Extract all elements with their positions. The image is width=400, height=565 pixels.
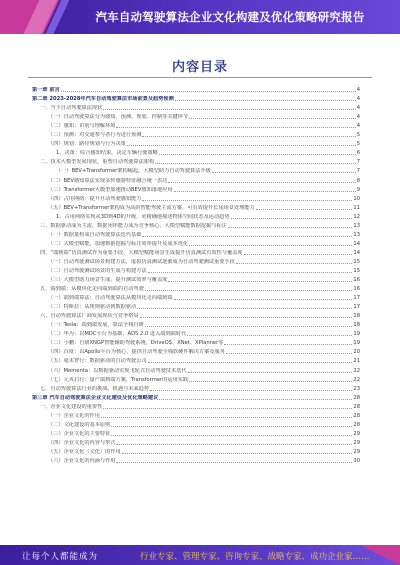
toc-entry-page: 17 bbox=[353, 304, 360, 311]
dot-leader bbox=[212, 172, 356, 173]
dot-leader bbox=[142, 236, 352, 237]
toc-entry-page: 17 bbox=[353, 295, 360, 302]
footer-decoration bbox=[360, 545, 400, 565]
toc-entry[interactable] bbox=[32, 220, 360, 229]
dot-leader bbox=[137, 308, 352, 309]
report-title: 汽车自动驾驶算法企业文化构建及优化策略研究报告 bbox=[95, 10, 365, 24]
toc-entry[interactable] bbox=[32, 310, 360, 319]
dot-leader bbox=[256, 209, 353, 210]
dot-leader bbox=[111, 426, 352, 427]
toc-entry-page: 21 bbox=[353, 358, 360, 365]
toc-entry-page: 28 bbox=[353, 403, 360, 410]
dot-leader bbox=[189, 381, 352, 382]
dot-leader bbox=[116, 462, 352, 463]
dot-leader bbox=[168, 281, 352, 282]
toc-entry-page: 29 bbox=[353, 439, 360, 446]
toc-entry-page: 4 bbox=[356, 87, 360, 94]
toc-entry-text: （二）BEV感知算法实现多传感器特征融合统一表达 bbox=[48, 177, 168, 184]
toc-entry[interactable] bbox=[32, 392, 360, 401]
toc-entry[interactable] bbox=[32, 238, 360, 247]
toc-entry-page: 14 bbox=[353, 249, 360, 256]
toc-entry-text: （一）数据量构成自动驾驶算法迭代基础 bbox=[48, 231, 142, 238]
toc-entry-text: （二）感知：识别与理解环境 bbox=[48, 123, 116, 130]
dot-leader bbox=[127, 145, 356, 146]
toc-entry-text: （三）预测：对交通参与者行为进行预测 bbox=[48, 132, 142, 139]
dot-leader bbox=[188, 372, 353, 373]
toc-entry-text: 一、企业文化建设的重要性 bbox=[40, 403, 103, 410]
toc-entry[interactable] bbox=[32, 193, 360, 202]
dot-leader bbox=[140, 317, 353, 318]
toc-entry-page: 13 bbox=[353, 222, 360, 229]
toc-entry[interactable] bbox=[32, 364, 360, 373]
dot-leader bbox=[159, 399, 352, 400]
toc-entry-text: 第二章 2023-2028年汽车自动驾驶算法市场前景及趋势预测 bbox=[32, 96, 174, 103]
dot-leader bbox=[226, 353, 353, 354]
dot-leader bbox=[142, 136, 355, 137]
dot-leader bbox=[224, 344, 352, 345]
toc-entry-page: 16 bbox=[353, 286, 360, 293]
toc-entry[interactable] bbox=[32, 174, 360, 183]
toc-entry[interactable] bbox=[32, 374, 360, 383]
toc-entry[interactable] bbox=[32, 355, 360, 364]
dot-leader bbox=[175, 100, 356, 101]
toc-entry-text: （四）规划：路径规划与行为决策 bbox=[48, 141, 126, 148]
toc-entry-text: （三）小鹏：自研XNGP智能辅助驾驶系统，DriveOS、XNet、XPlanner等 bbox=[48, 340, 224, 347]
footer-slogan: 让每个人都能成为 bbox=[22, 552, 99, 562]
toc-entry[interactable] bbox=[32, 274, 360, 283]
toc-entry-page: 18 bbox=[353, 313, 360, 320]
toc-entry[interactable] bbox=[32, 102, 360, 111]
toc-entry-text: （四）百度：以Apollo平台为核心，提供自动驾驶全栈软硬件解决方案及服务 bbox=[48, 349, 225, 356]
toc-entry-page: 19 bbox=[353, 331, 360, 338]
toc-entry[interactable] bbox=[32, 165, 360, 174]
toc-entry-text: 四、“端到端”仿真测试作为重要手段，大模型赋能场景生成提升仿真测试有效性与覆盖度 bbox=[40, 249, 243, 256]
toc-entry-page: 10 bbox=[353, 195, 360, 202]
footer-audience: 行业专家、管理专家、咨询专家、战略专家、成功企业家…… bbox=[140, 552, 370, 562]
dot-leader bbox=[145, 290, 353, 291]
toc-entry[interactable] bbox=[32, 129, 360, 138]
toc-entry-text: 三、数据驱动成为主流，数据闭环能力成为竞争核心，大模型赋能数据挖掘与标注 bbox=[40, 222, 227, 229]
toc-entry[interactable] bbox=[32, 292, 360, 301]
toc-entry[interactable] bbox=[32, 84, 360, 93]
toc-entry[interactable] bbox=[32, 111, 360, 120]
dot-leader bbox=[159, 154, 356, 155]
toc-heading: 内容目录 bbox=[171, 60, 228, 75]
dot-leader bbox=[187, 335, 352, 336]
dot-leader bbox=[189, 118, 356, 119]
toc-entry-page: 28 bbox=[353, 421, 360, 428]
dot-leader bbox=[116, 444, 352, 445]
toc-entry-page: 12 bbox=[353, 213, 360, 220]
toc-entry-text: （六）企业文化的内涵与作用 bbox=[48, 457, 116, 464]
toc-entry-page: 28 bbox=[353, 412, 360, 419]
toc-entry[interactable] bbox=[32, 446, 360, 455]
toc-entry-text: （二）自动驾驶测试场景的生成与构建方法 bbox=[48, 267, 147, 274]
toc-entry-text: （一）Tesla：端到端发展，算法全栈自研 bbox=[48, 322, 144, 329]
toc-divider bbox=[28, 77, 372, 78]
dot-leader bbox=[116, 127, 355, 128]
dot-leader bbox=[122, 453, 353, 454]
toc-entry[interactable] bbox=[32, 202, 360, 211]
toc-entry-text: （二）大模型赋能，加速数据挖掘与标注效率提升及成本优化 bbox=[48, 240, 189, 247]
toc-entry-page: 19 bbox=[353, 340, 360, 347]
toc-entry-page: 18 bbox=[353, 322, 360, 329]
toc-entry-page: 14 bbox=[353, 240, 360, 247]
report-header bbox=[0, 0, 400, 34]
toc-entry-page: 22 bbox=[353, 376, 360, 383]
toc-entry-page: 7 bbox=[356, 168, 360, 175]
toc-entry-page: 7 bbox=[356, 159, 360, 166]
toc-entry-page: 28 bbox=[353, 394, 360, 401]
dot-leader bbox=[174, 191, 356, 192]
toc-entry-text: 1、决策：综合感知结果，决定车辆行驶策略 bbox=[56, 150, 158, 157]
dot-leader bbox=[111, 435, 352, 436]
toc-entry-page: 29 bbox=[353, 448, 360, 455]
toc-entry-text: （七）元戎启行：量产端到端方案，Transformer的运用实践 bbox=[48, 376, 189, 383]
toc-entry-text: 七、自动驾驶算法行业的挑战、机遇与未来趋势 bbox=[40, 385, 149, 392]
toc-entry-page: 20 bbox=[353, 349, 360, 356]
toc-entry-page: 15 bbox=[353, 258, 360, 265]
toc-entry-text: （二）华为：以MDC平台为基础，ADS 2.0 进入端到端时代 bbox=[48, 331, 187, 338]
dot-leader bbox=[61, 91, 356, 92]
toc-entry[interactable] bbox=[32, 93, 360, 102]
toc-entry-text: （五）BEV+Transformer架构成为高阶智能驾驶主流方案，可有效提升长尾场景处理能力 bbox=[48, 204, 255, 211]
toc-entry[interactable] bbox=[32, 283, 360, 292]
toc-entry[interactable] bbox=[32, 120, 360, 129]
toc-entry[interactable] bbox=[32, 428, 360, 437]
toc-entry[interactable] bbox=[32, 328, 360, 337]
dot-leader bbox=[101, 417, 353, 418]
toc-entry-page: 5 bbox=[356, 141, 360, 148]
toc-entry[interactable] bbox=[32, 437, 360, 446]
toc-entry-text: 六、自动驾驶算法厂商发展现状与竞争格局 bbox=[40, 313, 139, 320]
toc-entry-text: （三）Transformer大模型加速推动BEV感知落地应用 bbox=[48, 186, 173, 193]
toc-entry[interactable] bbox=[32, 256, 360, 265]
toc-entry-page: 5 bbox=[356, 132, 360, 139]
toc-entry[interactable] bbox=[32, 265, 360, 274]
toc-entry[interactable] bbox=[32, 211, 360, 220]
toc-entry[interactable] bbox=[32, 301, 360, 310]
toc-entry-text: （一）自动驾驶测试场景构建方法，虚拟仿真测试逐渐成为自动驾驶测试重要手段 bbox=[48, 258, 235, 265]
dot-leader bbox=[168, 182, 355, 183]
toc-entry-page: 29 bbox=[353, 430, 360, 437]
dot-leader bbox=[150, 390, 352, 391]
toc-entry-page: 16 bbox=[353, 277, 360, 284]
toc-entry-page: 23 bbox=[353, 385, 360, 392]
toc-entry-page: 11 bbox=[353, 204, 360, 211]
toc-entry[interactable] bbox=[32, 337, 360, 346]
toc-entry-page: 9 bbox=[356, 186, 360, 193]
toc-entry[interactable] bbox=[32, 319, 360, 328]
toc-entry-text: 一、当下自动驾驶算法现状 bbox=[40, 105, 103, 112]
toc-entry-text: （三）大模型助力场景生成，提升测试效率与覆盖度 bbox=[48, 277, 168, 284]
toc-entry-text: （五）毫末智行：数据驱动的自动驾驶公司 bbox=[48, 358, 147, 365]
toc-entry-text: 第三章 汽车自动驾驶算法企业文化建设及优化策略建议 bbox=[32, 394, 159, 401]
dot-leader bbox=[145, 326, 353, 327]
dot-leader bbox=[148, 362, 353, 363]
toc-entry-text: （一）BEV+Transformer架构崛起，大模型助力自动驾驶算法升级 bbox=[56, 168, 211, 175]
toc-entry-text: （四）占用网络：提升自动驾驶感知能力 bbox=[48, 195, 142, 202]
toc-entry[interactable] bbox=[32, 156, 360, 165]
report-footer bbox=[0, 545, 400, 565]
dot-leader bbox=[174, 299, 353, 300]
toc-entry[interactable] bbox=[32, 184, 360, 193]
toc-entry[interactable] bbox=[32, 401, 360, 410]
toc-entry-page: 15 bbox=[353, 267, 360, 274]
toc-entry[interactable] bbox=[32, 410, 360, 419]
toc-entry-text: 1、占用网络实现从3D到4D的升级，更精确地描述物体空间状态及运动趋势 bbox=[56, 213, 230, 220]
toc-entry-page: 8 bbox=[356, 177, 360, 184]
toc-entry-page: 4 bbox=[356, 123, 360, 130]
toc-entry-page: 30 bbox=[353, 457, 360, 464]
dot-leader bbox=[103, 408, 352, 409]
toc-entry-text: （一）自动驾驶算法分为感知、预测、规划、控制等关键环节 bbox=[48, 114, 189, 121]
toc-entry-page: 6 bbox=[356, 150, 360, 157]
toc-entry-text: （四）企业文化的内容与形式 bbox=[48, 439, 116, 446]
toc-entry[interactable] bbox=[32, 138, 360, 147]
toc-entry-text: （二）文化建设的基本原则 bbox=[48, 421, 111, 428]
toc-entry-text: 第一章 前言 bbox=[32, 87, 60, 94]
dot-leader bbox=[231, 218, 353, 219]
toc-entry[interactable] bbox=[32, 419, 360, 428]
toc-entry-page: 13 bbox=[353, 231, 360, 238]
dot-leader bbox=[236, 263, 353, 264]
toc-entry[interactable] bbox=[32, 147, 360, 156]
dot-leader bbox=[142, 200, 352, 201]
toc-entry-page: 22 bbox=[353, 367, 360, 374]
toc-entry-page: 4 bbox=[356, 105, 360, 112]
dot-leader bbox=[155, 163, 356, 164]
toc-entry-text: 二、技术大模型发展现状，重塑自动驾驶算法架构 bbox=[40, 159, 155, 166]
toc-entry-page: 4 bbox=[356, 114, 360, 121]
toc-entry[interactable] bbox=[32, 247, 360, 256]
toc-entry-text: （三）企业文化的主要特征 bbox=[48, 430, 111, 437]
toc-entry-page: 4 bbox=[356, 96, 360, 103]
dot-leader bbox=[228, 227, 353, 228]
dot-leader bbox=[244, 254, 353, 255]
toc-entry-text: （一）企业文化的作用 bbox=[48, 412, 100, 419]
toc-entry[interactable] bbox=[32, 229, 360, 238]
toc-entry-text: 五、端到端：从模块化走向端到端的自动驾驶 bbox=[40, 286, 144, 293]
table-of-contents bbox=[32, 84, 360, 464]
dot-leader bbox=[148, 272, 353, 273]
toc-entry-text: （一）端到端算法：自动驾驶算法从模块化走向端到端 bbox=[48, 295, 173, 302]
toc-entry-text: （五）企业文化（文化）的作用 bbox=[48, 448, 121, 455]
toc-entry-text: （二）特斯拉：从规则驱动到数据驱动 bbox=[48, 304, 137, 311]
dot-leader bbox=[103, 109, 355, 110]
toc-entry[interactable] bbox=[32, 346, 360, 355]
toc-entry-text: （六）Momenta：以数据驱动实现飞轮式自动驾驶技术迭代 bbox=[48, 367, 187, 374]
toc-entry[interactable] bbox=[32, 455, 360, 464]
toc-entry[interactable] bbox=[32, 383, 360, 392]
dot-leader bbox=[189, 245, 352, 246]
